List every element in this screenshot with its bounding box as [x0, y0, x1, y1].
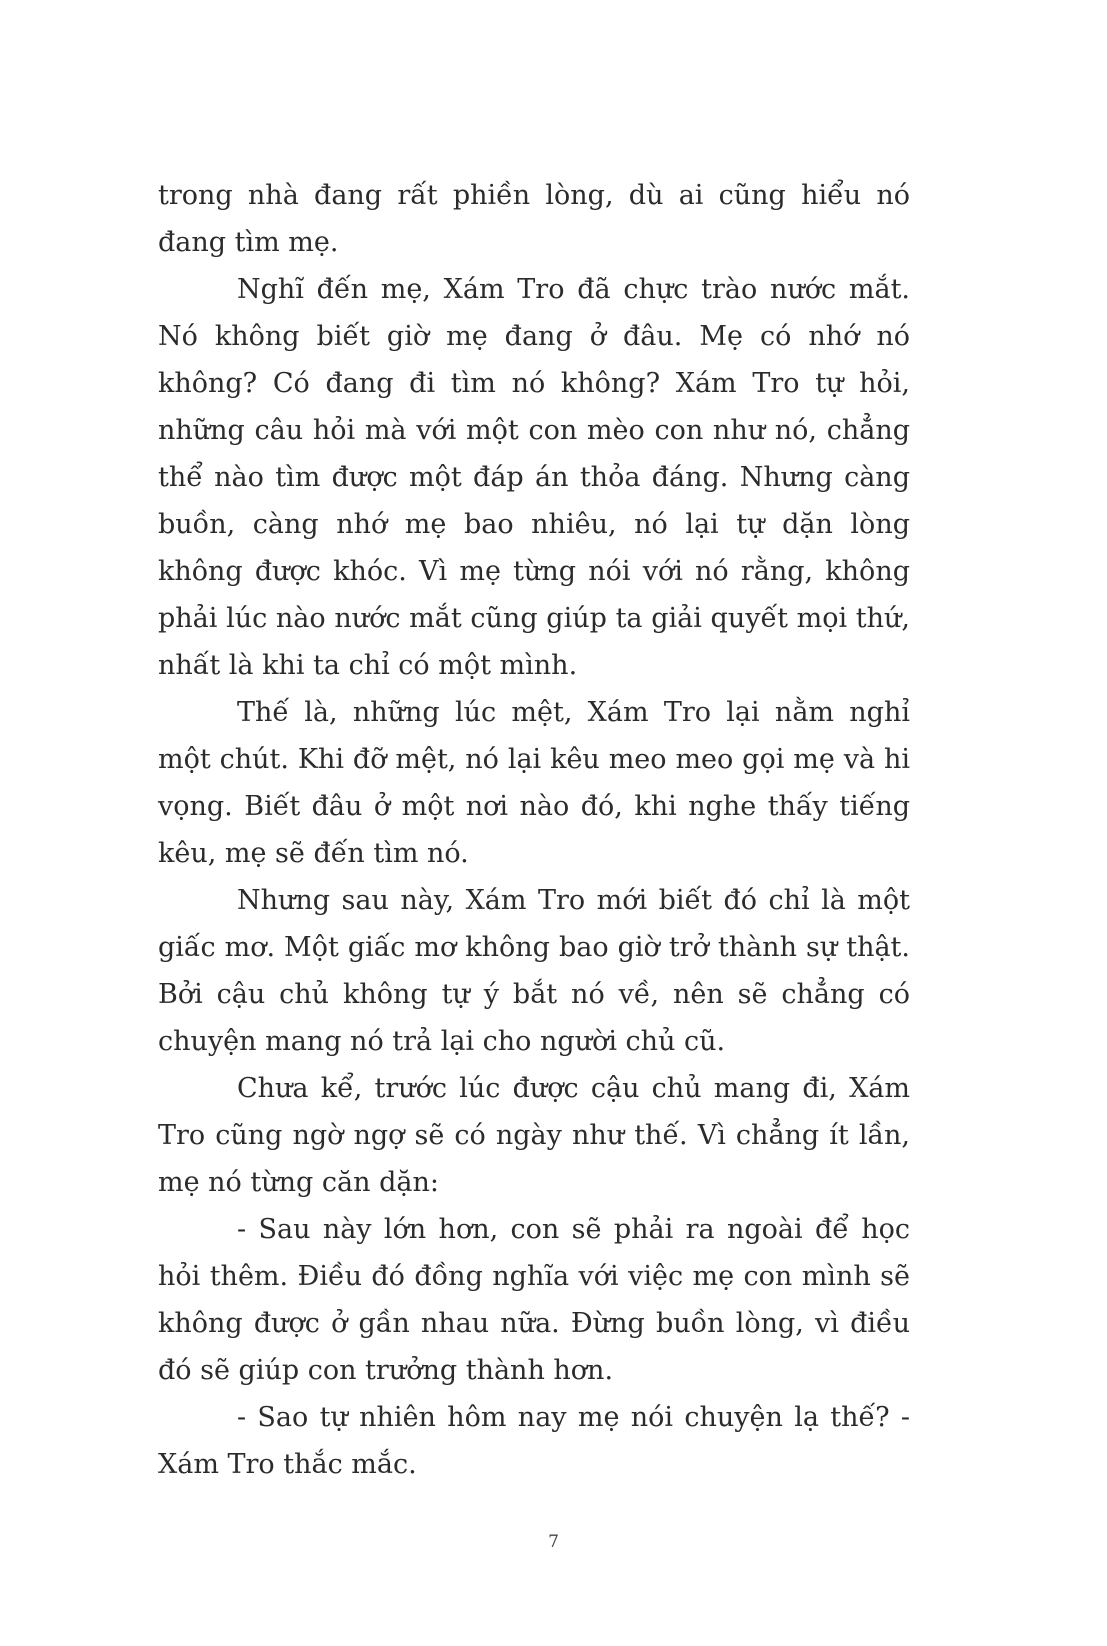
body-text [158, 172, 910, 1488]
paragraph: Nghĩ đến mẹ, Xám Tro đã chực trào nước mắt. Nó không biết giờ mẹ đang ở đâu. Mẹ có nhớ nó không? Có đang đi tìm nó không? Xám Tro tự hỏi, những câu hỏi mà với một con mèo con như nó, chẳng thể nào tìm được một đáp án thỏa đáng. Nhưng càng buồn, càng nhớ mẹ bao nhiêu, nó lại tự dặn lòng không được khóc. Vì mẹ từng nói với nó rằng, không phải lúc nào nước mắt cũng giúp ta giải quyết mọi thứ, nhất là khi ta chỉ có một mình. [158, 274, 910, 681]
dialogue-paragraph: - Sao tự nhiên hôm nay mẹ nói chuyện lạ thế? - Xám Tro thắc mắc. [158, 1402, 910, 1480]
paragraph-continuation: trong nhà đang rất phiền lòng, dù ai cũng hiểu nó đang tìm mẹ. [158, 180, 910, 258]
page-number: 7 [548, 1532, 559, 1552]
paragraph: Thế là, những lúc mệt, Xám Tro lại nằm nghỉ một chút. Khi đỡ mệt, nó lại kêu meo meo gọi mẹ và hi vọng. Biết đâu ở một nơi nào đó, khi nghe thấy tiếng kêu, mẹ sẽ đến tìm nó. [158, 697, 910, 869]
paragraph: Chưa kể, trước lúc được cậu chủ mang đi, Xám Tro cũng ngờ ngợ sẽ có ngày như thế. Vì chẳng ít lần, mẹ nó từng căn dặn: [158, 1073, 910, 1198]
dialogue-paragraph: - Sau này lớn hơn, con sẽ phải ra ngoài để học hỏi thêm. Điều đó đồng nghĩa với việc mẹ con mình sẽ không được ở gần nhau nữa. Đừng buồn lòng, vì điều đó sẽ giúp con trưởng thành hơn. [158, 1214, 910, 1386]
paragraph: Nhưng sau này, Xám Tro mới biết đó chỉ là một giấc mơ. Một giấc mơ không bao giờ trở thành sự thật. Bởi cậu chủ không tự ý bắt nó về, nên sẽ chẳng có chuyện mang nó trả lại cho người chủ cũ. [158, 885, 910, 1057]
